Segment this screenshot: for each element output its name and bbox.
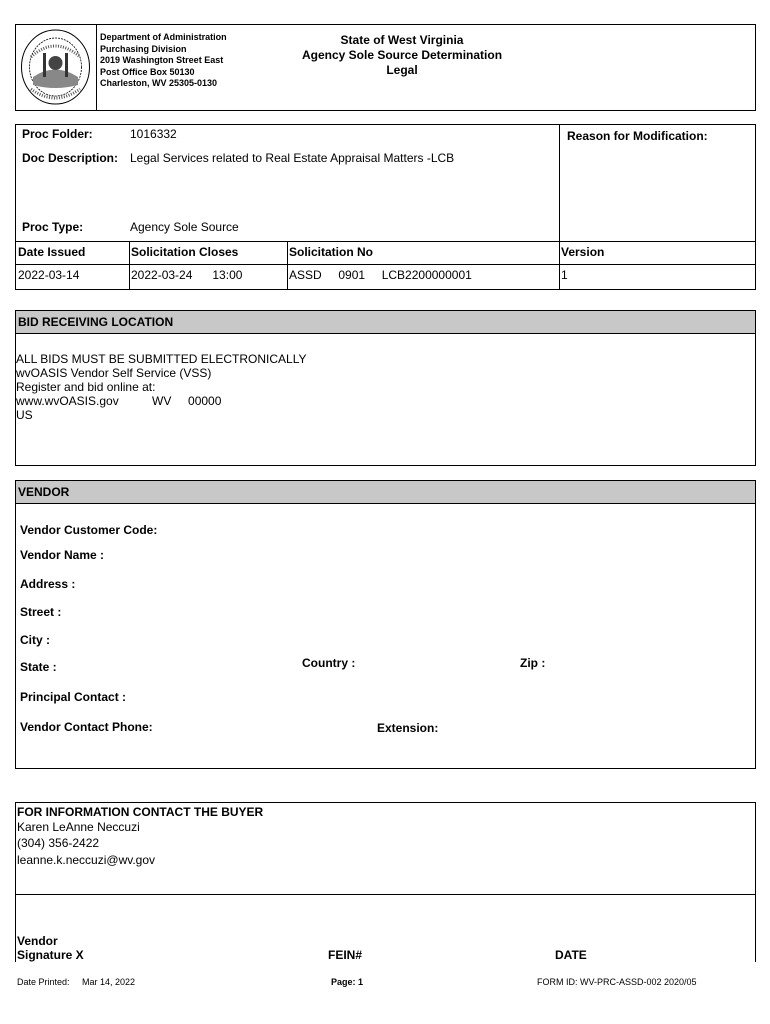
fein-label: FEIN#	[328, 948, 363, 962]
proc-type-value: Agency Sole Source	[130, 220, 239, 234]
date-printed-label: Date Printed:	[17, 977, 70, 987]
form-id: FORM ID: WV-PRC-ASSD-002 2020/05	[537, 977, 697, 987]
page-number: Page: 1	[331, 977, 364, 987]
bid-line: wvOASIS Vendor Self Service (VSS)	[16, 366, 212, 380]
proc-type-label: Proc Type:	[22, 220, 84, 234]
date-issued-header: Date Issued	[18, 245, 86, 259]
title-line: Agency Sole Source Determination	[301, 48, 503, 62]
reason-for-modification-label: Reason for Modification:	[567, 129, 708, 143]
table-top-line	[16, 241, 755, 242]
bid-line: US	[16, 408, 33, 422]
address-label: Address :	[20, 577, 76, 591]
solicitation-no-header: Solicitation No	[289, 245, 373, 259]
country-label: Country :	[302, 656, 356, 670]
bid-line: Register and bid online at:	[16, 380, 156, 394]
page-title	[270, 33, 534, 78]
title-line: State of West Virginia	[340, 33, 464, 47]
vendor-customer-code-label: Vendor Customer Code:	[20, 523, 158, 537]
buyer-heading: FOR INFORMATION CONTACT THE BUYER	[17, 805, 264, 819]
col-divider	[129, 241, 130, 289]
vendor-header-bar	[16, 481, 755, 504]
buyer-name: Karen LeAnne Neccuzi	[17, 820, 140, 834]
vendor-name-label: Vendor Name :	[20, 548, 105, 562]
buyer-phone: (304) 356-2422	[17, 836, 100, 850]
dept-line: Purchasing Division	[100, 43, 187, 54]
signature-x-label: Signature X	[17, 948, 84, 962]
zip-label: Zip :	[520, 656, 546, 670]
principal-contact-label: Principal Contact :	[20, 690, 127, 704]
dept-address	[100, 32, 227, 90]
doc-description-label: Doc Description:	[22, 151, 119, 165]
dept-line: 2019 Washington Street East	[100, 55, 224, 65]
version-header: Version	[561, 245, 605, 259]
col-divider	[287, 241, 288, 289]
bid-receiving-text	[16, 352, 307, 422]
vendor-heading: VENDOR	[18, 485, 70, 499]
date-label: DATE	[555, 948, 587, 962]
date-issued-value: 2022-03-14	[18, 268, 80, 282]
doc-description-value: Legal Services related to Real Estate Appraisal Matters -LCB	[130, 151, 455, 165]
bid-receiving-heading: BID RECEIVING LOCATION	[18, 315, 174, 329]
bid-line: www.wvOASIS.gov WV 00000	[16, 394, 222, 408]
extension-label: Extension:	[377, 721, 439, 735]
solicitation-closes-header: Solicitation Closes	[131, 245, 239, 259]
state-label: State :	[20, 660, 57, 674]
header-divider	[96, 25, 97, 110]
solicitation-no-value: ASSD 0901 LCB2200000001	[289, 268, 472, 282]
vendor-contact-phone-label: Vendor Contact Phone:	[20, 720, 153, 734]
date-printed-value: Mar 14, 2022	[82, 977, 136, 987]
version-value: 1	[561, 268, 568, 282]
dept-line: Charleston, WV 25305-0130	[100, 78, 218, 88]
solicitation-closes-value: 2022-03-24 13:00	[131, 268, 243, 282]
buyer-email: leanne.k.neccuzi@wv.gov	[17, 853, 156, 867]
proc-folder-value: 1016332	[130, 127, 177, 141]
city-label: City :	[20, 633, 50, 647]
proc-folder-label: Proc Folder:	[22, 127, 93, 141]
dept-line: Post Office Box 50130	[100, 66, 195, 77]
buyer-divider	[16, 894, 755, 895]
street-label: Street :	[20, 605, 62, 619]
dept-line: Department of Administration	[100, 32, 227, 42]
title-line: Legal	[386, 63, 418, 77]
wv-state-seal-icon	[19, 27, 92, 107]
bid-line: ALL BIDS MUST BE SUBMITTED ELECTRONICALLY	[16, 352, 307, 366]
proc-box	[15, 124, 756, 290]
vendor-signature-label: Vendor	[17, 934, 58, 948]
table-mid-line	[16, 264, 755, 265]
